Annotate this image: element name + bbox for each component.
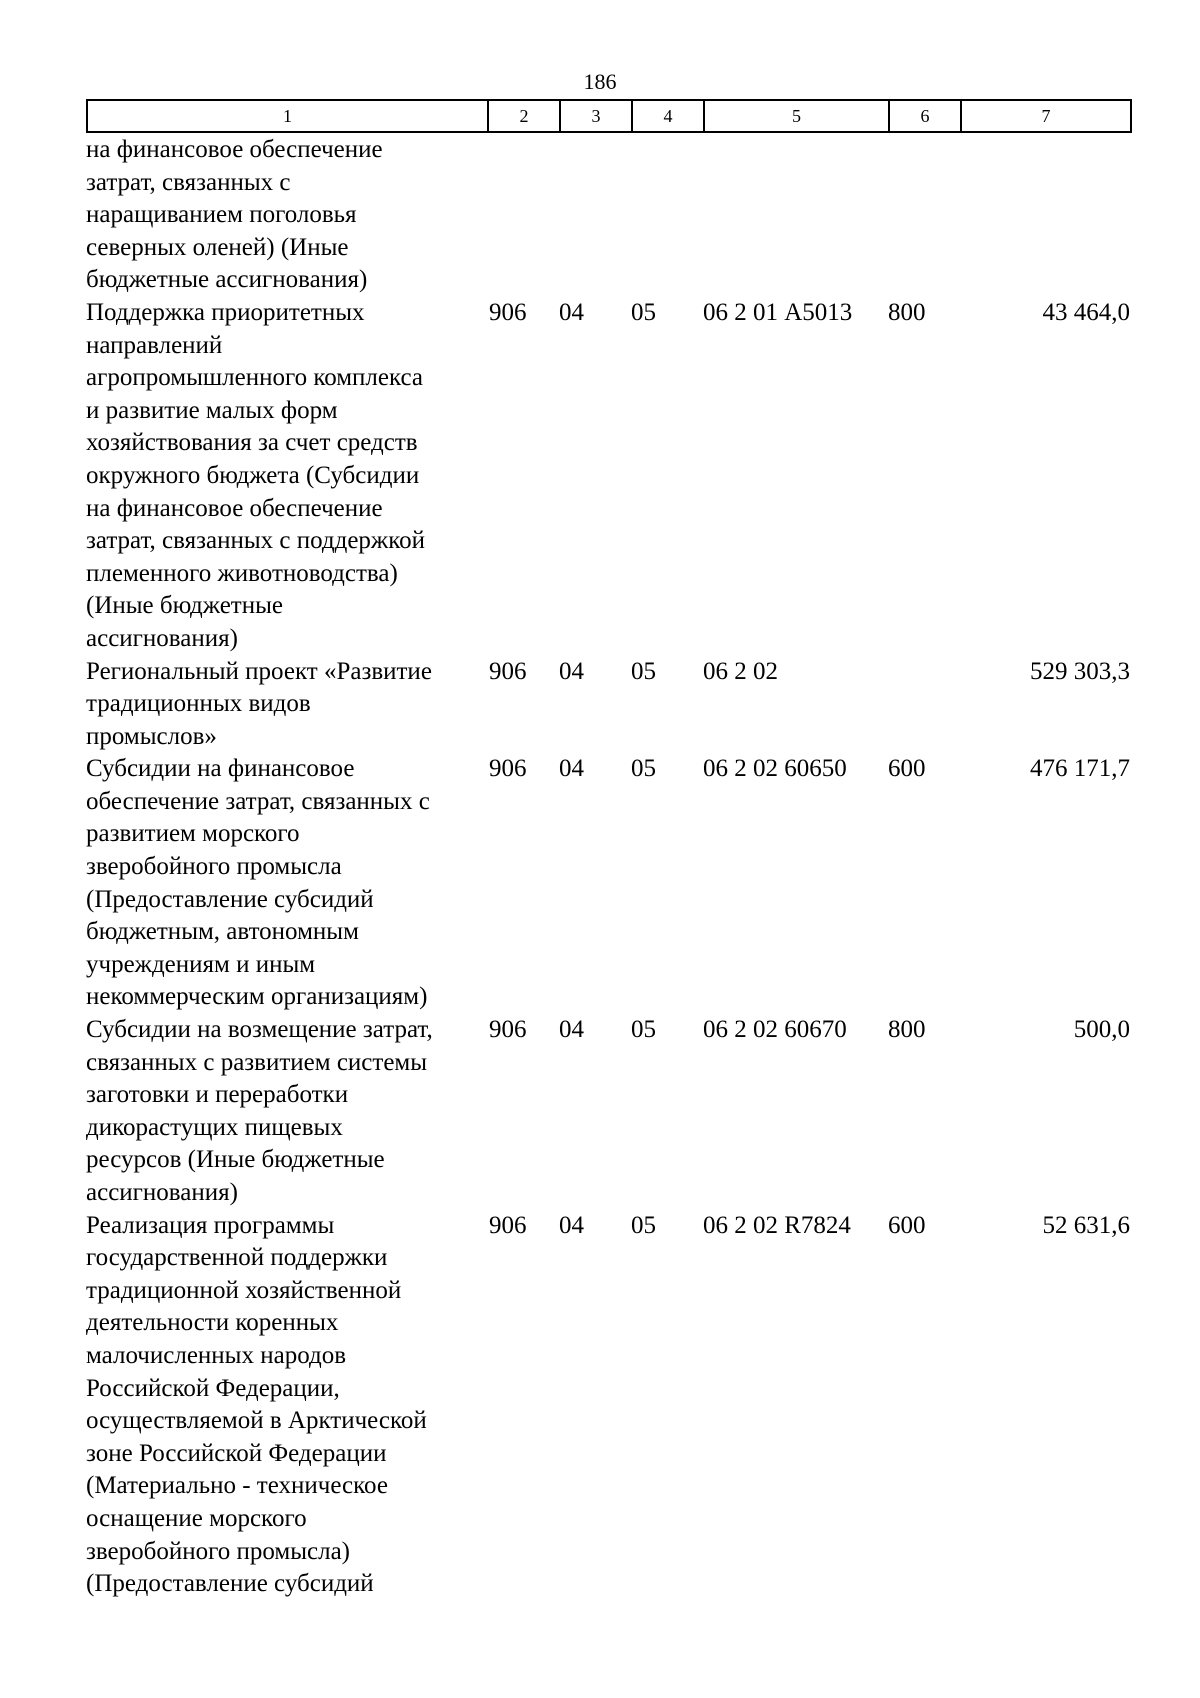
description-line: традиционных видов — [86, 690, 311, 718]
description-line: агропромышленного комплекса — [86, 364, 424, 392]
cell-expense-type-code — [888, 134, 960, 297]
page-number: 186 — [583, 69, 617, 94]
description-line: бюджетные ассигнования) — [86, 266, 368, 294]
description-line: Поддержка приоритетных — [86, 298, 365, 326]
cell-chapter-code: 04 — [559, 1211, 584, 1239]
description-line: государственной поддержки — [86, 1244, 388, 1272]
cell-section-code: 906 — [489, 1211, 527, 1239]
cell-expense-type-code: 800 — [888, 298, 926, 326]
description-line: ресурсов (Иные бюджетные — [86, 1146, 385, 1174]
description-line: (Материально - техническое — [86, 1472, 388, 1500]
cell-target-article-code: 06 2 01 А5013 — [703, 298, 853, 326]
description-line: связанных с развитием системы — [86, 1048, 428, 1076]
cell-amount: 476 171,7 — [1030, 755, 1130, 783]
row-description — [86, 1014, 487, 1210]
cell-target-article-code — [703, 134, 888, 297]
row-description — [86, 656, 487, 754]
description-line: Реализация программы — [86, 1211, 335, 1239]
cell-chapter-code: 04 — [559, 657, 584, 685]
description-line: малочисленных народов — [86, 1341, 346, 1369]
table-row — [86, 1210, 1132, 1601]
table-row — [86, 297, 1132, 656]
header-col-5: 5 — [705, 101, 890, 131]
description-line: учреждениям и иным — [86, 950, 316, 978]
cell-section-code — [487, 134, 559, 297]
description-line: осуществляемой в Арктической — [86, 1407, 427, 1435]
table-row — [86, 753, 1132, 1014]
cell-section-code: 906 — [489, 1016, 527, 1044]
cell-subchapter-code — [631, 134, 703, 297]
table-row — [86, 1014, 1132, 1210]
description-line: затрат, связанных с — [86, 168, 291, 196]
description-line: зверобойного промысла — [86, 853, 342, 881]
cell-expense-type-code: 600 — [888, 755, 926, 783]
cell-chapter-code — [559, 134, 631, 297]
description-line: Субсидии на финансовое — [86, 755, 355, 783]
description-line: зоне Российской Федерации — [86, 1439, 387, 1467]
cell-subchapter-code: 05 — [631, 755, 656, 783]
cell-subchapter-code: 05 — [631, 298, 656, 326]
description-line: племенного животноводства) — [86, 559, 398, 587]
description-line: бюджетным, автономным — [86, 918, 359, 946]
description-line: ассигнования) — [86, 1179, 238, 1206]
description-line: деятельности коренных — [86, 1309, 339, 1337]
description-line: на финансовое обеспечение — [86, 494, 383, 522]
row-description — [86, 297, 487, 656]
description-line: хозяйствования за счет средств — [86, 429, 418, 457]
description-line: традиционной хозяйственной — [86, 1276, 402, 1304]
description-line: затрат, связанных с поддержкой — [86, 527, 425, 555]
description-line: зверобойного промысла) — [86, 1537, 351, 1565]
cell-expense-type-code — [888, 656, 960, 754]
table-row — [86, 134, 1132, 297]
header-col-3: 3 — [561, 101, 633, 131]
cell-amount — [960, 134, 1132, 297]
row-description — [86, 1210, 487, 1601]
header-col-6: 6 — [890, 101, 962, 131]
header-col-7: 7 — [1041, 106, 1051, 126]
cell-chapter-code: 04 — [559, 755, 584, 783]
cell-target-article-code: 06 2 02 R7824 — [703, 1211, 851, 1239]
description-line: Региональный проект «Развитие — [86, 657, 432, 685]
description-line: направлений — [86, 331, 223, 359]
cell-subchapter-code: 05 — [631, 1211, 656, 1239]
description-line: оснащение морского — [86, 1504, 307, 1532]
cell-section-code: 906 — [489, 298, 527, 326]
description-line: на финансовое обеспечение — [86, 136, 383, 163]
header-col-2: 2 — [489, 101, 561, 131]
table-header — [86, 99, 1132, 133]
cell-subchapter-code: 05 — [631, 1016, 656, 1044]
description-line: и развитие малых форм — [86, 396, 338, 424]
description-line: обеспечение затрат, связанных с — [86, 787, 430, 815]
description-line: Субсидии на возмещение затрат, — [86, 1016, 433, 1044]
cell-amount: 529 303,3 — [1030, 657, 1130, 685]
header-col-4: 4 — [633, 101, 705, 131]
description-line: дикорастущих пищевых — [86, 1113, 343, 1141]
description-line: некоммерческим организациям) — [86, 983, 428, 1011]
description-line: северных оленей) (Иные — [86, 233, 349, 261]
table-row — [86, 656, 1132, 754]
cell-expense-type-code: 600 — [888, 1211, 926, 1239]
description-line: (Предоставление субсидий — [86, 1570, 374, 1598]
cell-target-article-code: 06 2 02 60650 — [703, 755, 847, 783]
cell-chapter-code: 04 — [559, 298, 584, 326]
header-col-1: 1 — [88, 101, 489, 131]
cell-target-article-code: 06 2 02 60670 — [703, 1016, 847, 1044]
cell-amount: 52 631,6 — [1042, 1211, 1130, 1239]
row-description — [86, 753, 487, 1014]
cell-subchapter-code: 05 — [631, 657, 656, 685]
cell-section-code: 906 — [489, 657, 527, 685]
cell-target-article-code: 06 2 02 — [703, 657, 778, 685]
description-line: окружного бюджета (Субсидии — [86, 461, 420, 489]
description-line: промыслов» — [86, 722, 217, 750]
table-body — [86, 134, 1132, 1601]
description-line: (Иные бюджетные — [86, 592, 283, 620]
cell-expense-type-code: 800 — [888, 1016, 926, 1044]
description-line: наращиванием поголовья — [86, 201, 357, 229]
description-line: развитием морского — [86, 820, 300, 848]
cell-amount: 43 464,0 — [1042, 298, 1130, 326]
description-line: Российской Федерации, — [86, 1374, 340, 1402]
cell-section-code: 906 — [489, 755, 527, 783]
row-description — [86, 134, 487, 297]
cell-amount: 500,0 — [1073, 1016, 1130, 1044]
description-line: (Предоставление субсидий — [86, 885, 374, 913]
description-line: заготовки и переработки — [86, 1081, 349, 1109]
cell-chapter-code: 04 — [559, 1016, 584, 1044]
description-line: ассигнования) — [86, 624, 238, 652]
